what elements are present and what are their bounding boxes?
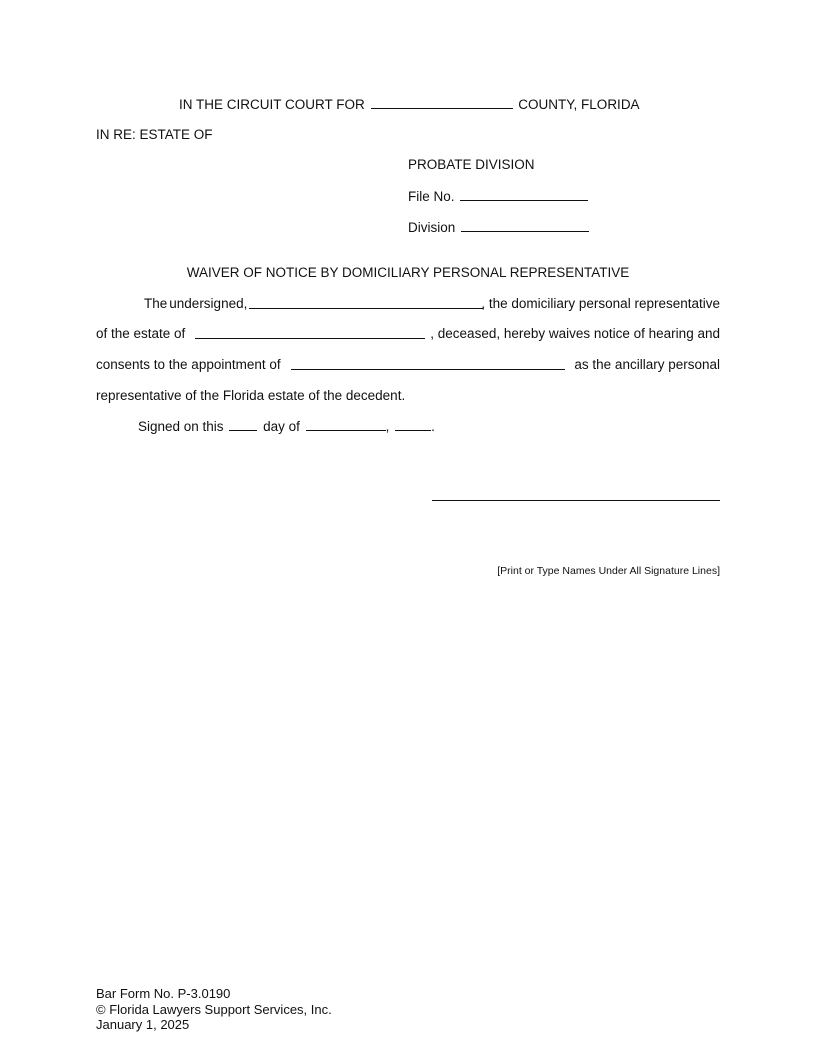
in-re-label: IN RE: ESTATE OF: [96, 127, 213, 142]
personal-rep-name-blank[interactable]: [249, 296, 483, 309]
court-caption: [179, 96, 640, 113]
month-blank[interactable]: [306, 418, 386, 431]
body-line-4: representative of the Florida estate of the decedent.: [96, 388, 406, 403]
ancillary-rep-name-blank[interactable]: [291, 357, 565, 370]
division-label: Division: [408, 220, 456, 235]
signed-prefix: Signed on this: [138, 419, 224, 434]
decedent-name-blank[interactable]: [195, 326, 425, 339]
file-no-row: [408, 188, 590, 205]
file-no-label: File No.: [408, 189, 455, 204]
document-title: WAIVER OF NOTICE BY DOMICILIARY PERSONAL REPRESENTATIVE: [186, 265, 630, 280]
form-footer: [96, 986, 332, 1033]
p3-before: consents to the appointment of: [96, 357, 281, 372]
p3-after: as the ancillary personal: [574, 357, 720, 372]
probate-division-title: PROBATE DIVISION: [408, 157, 535, 172]
bar-form-number: Bar Form No. P-3.0190: [96, 986, 231, 1001]
p1-after: , the domiciliary personal representative: [481, 296, 720, 311]
p1-word-the: The: [144, 296, 168, 311]
body-line-1: [144, 296, 720, 312]
body-line-2: [96, 326, 720, 342]
court-suffix: COUNTY, FLORIDA: [518, 97, 640, 112]
division-blank[interactable]: [461, 219, 589, 232]
day-blank[interactable]: [229, 418, 257, 431]
file-no-blank[interactable]: [460, 188, 588, 201]
signature-line[interactable]: [432, 500, 720, 501]
signature-note: [Print or Type Names Under All Signature Lines]: [497, 565, 720, 577]
court-prefix: IN THE CIRCUIT COURT FOR: [179, 97, 365, 112]
p1-word-undersigned: undersigned,: [169, 296, 248, 311]
body-line-3: [96, 357, 720, 373]
signed-period: .: [431, 419, 435, 434]
p2-before: of the estate of: [96, 326, 186, 341]
signed-day-of: day of: [263, 419, 300, 434]
p2-after: , deceased, hereby waives notice of hearing and: [430, 326, 720, 341]
division-row: [408, 219, 591, 236]
revision-date: January 1, 2025: [96, 1017, 190, 1032]
signed-line: [138, 418, 435, 435]
signed-comma: ,: [385, 419, 390, 434]
copyright-line: © Florida Lawyers Support Services, Inc.: [96, 1001, 332, 1017]
county-blank[interactable]: [371, 96, 513, 109]
year-blank[interactable]: [395, 418, 431, 431]
